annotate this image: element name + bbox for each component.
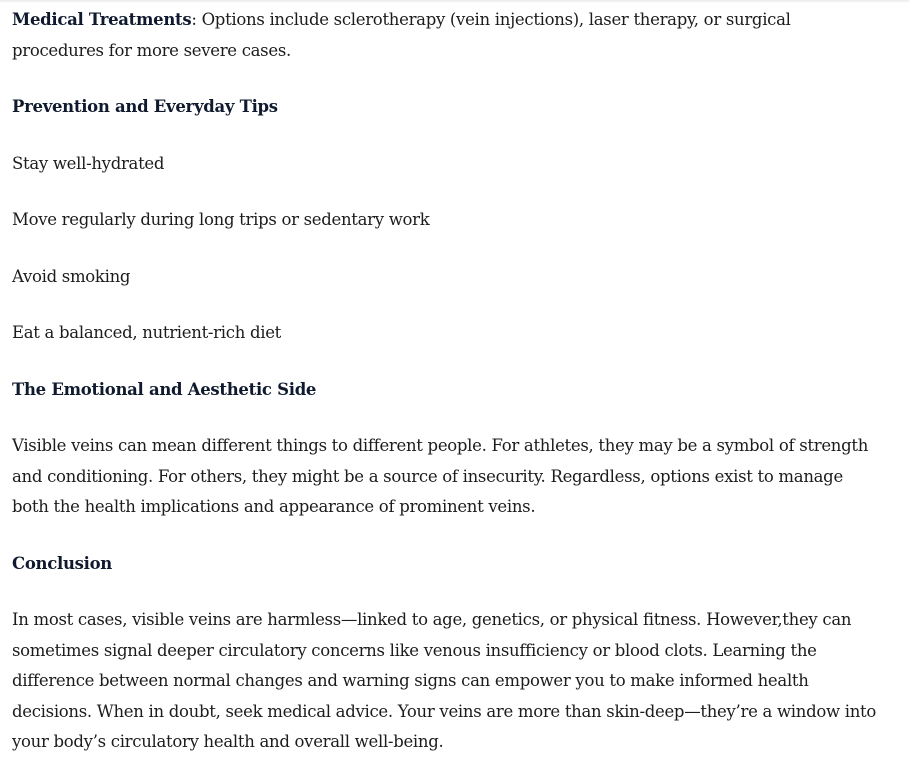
medical-treatments-label: Medical Treatments: [12, 10, 192, 29]
emotional-paragraph: Visible veins can mean different things to different people. For athletes, they may be a symbol of strength and conditioning. For others, they might be a source of insecurity. Regardless, options exist to manage both the health implications and appearance of prominent veins.: [12, 436, 869, 516]
top-shadow: [0, 0, 909, 3]
medical-treatments-paragraph: [12, 5, 882, 66]
medical-treatments-text: : Options include sclerotherapy (vein injections), laser therapy, or surgical procedures for more severe cases.: [12, 10, 791, 60]
article-body: [12, 5, 882, 784]
tip-hydration: Stay well-hydrated: [12, 153, 165, 173]
conclusion-heading: Conclusion: [12, 553, 113, 573]
tip-balanced-diet: Eat a balanced, nutrient-rich diet: [12, 323, 281, 342]
prevention-heading: Prevention and Everyday Tips: [12, 97, 278, 116]
conclusion-paragraph: In most cases, visible veins are harmless—linked to age, genetics, or physical fitness. However,they can sometimes signal deeper circulatory concerns like venous insufficiency or blood clots. Learning the difference between normal changes and warning signs can empower you to make informed health decisions. When in doubt, seek medical advice. Your veins are more than skin-deep—they’re a window into your body’s circulatory health and overall well-being.: [12, 610, 877, 751]
tip-avoid-smoking: Avoid smoking: [12, 266, 131, 286]
emotional-heading: The Emotional and Aesthetic Side: [12, 379, 317, 399]
tip-move-regularly: Move regularly during long trips or sedentary work: [12, 210, 430, 229]
